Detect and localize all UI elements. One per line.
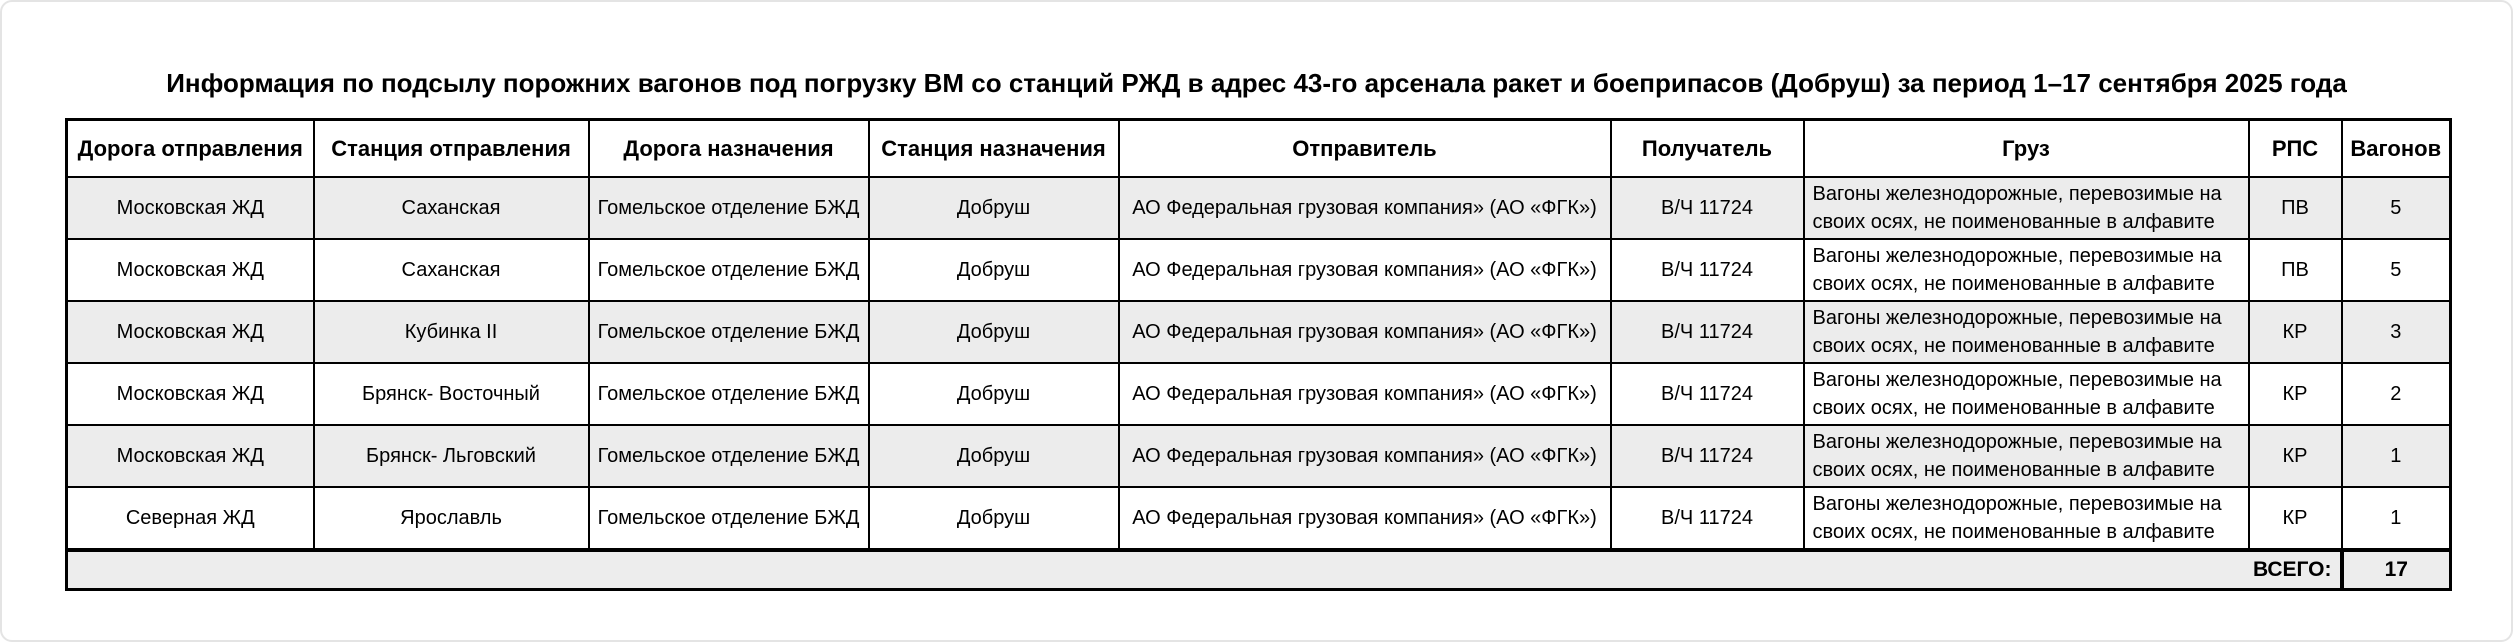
cell-wagons: 1 bbox=[2342, 487, 2451, 550]
cell-departure-road: Московская ЖД bbox=[67, 239, 314, 301]
cell-sender: АО Федеральная грузовая компания» (АО «ФГК») bbox=[1119, 301, 1611, 363]
cell-departure-road: Московская ЖД bbox=[67, 301, 314, 363]
cell-receiver: В/Ч 11724 bbox=[1611, 363, 1804, 425]
col-header-rps: РПС bbox=[2249, 120, 2342, 178]
cell-destination-road: Гомельское отделение БЖД bbox=[589, 487, 869, 550]
table-row bbox=[67, 301, 2451, 363]
cell-wagons: 1 bbox=[2342, 425, 2451, 487]
col-header-departure-station: Станция отправления bbox=[314, 120, 589, 178]
table-row bbox=[67, 177, 2451, 239]
cell-destination-station: Добруш bbox=[869, 239, 1119, 301]
cell-sender: АО Федеральная грузовая компания» (АО «ФГК») bbox=[1119, 363, 1611, 425]
cell-destination-station: Добруш bbox=[869, 363, 1119, 425]
cell-rps: ПВ bbox=[2249, 239, 2342, 301]
cell-rps: КР bbox=[2249, 301, 2342, 363]
cell-receiver: В/Ч 11724 bbox=[1611, 301, 1804, 363]
cell-destination-station: Добруш bbox=[869, 425, 1119, 487]
cell-destination-road: Гомельское отделение БЖД bbox=[589, 425, 869, 487]
total-label: ВСЕГО: bbox=[67, 550, 2342, 590]
col-header-destination-station: Станция назначения bbox=[869, 120, 1119, 178]
cell-rps: КР bbox=[2249, 425, 2342, 487]
table-row bbox=[67, 425, 2451, 487]
cell-receiver: В/Ч 11724 bbox=[1611, 177, 1804, 239]
table-row bbox=[67, 487, 2451, 550]
cell-destination-station: Добруш bbox=[869, 301, 1119, 363]
cell-sender: АО Федеральная грузовая компания» (АО «ФГК») bbox=[1119, 425, 1611, 487]
table-header-row bbox=[67, 120, 2451, 178]
cell-departure-road: Московская ЖД bbox=[67, 425, 314, 487]
cell-departure-station: Брянск- Льговский bbox=[314, 425, 589, 487]
col-header-receiver: Получатель bbox=[1611, 120, 1804, 178]
cell-receiver: В/Ч 11724 bbox=[1611, 487, 1804, 550]
cell-cargo: Вагоны железнодорожные, перевозимые на своих осях, не поименованные в алфавите bbox=[1804, 363, 2249, 425]
cell-cargo: Вагоны железнодорожные, перевозимые на своих осях, не поименованные в алфавите bbox=[1804, 487, 2249, 550]
cell-departure-road: Северная ЖД bbox=[67, 487, 314, 550]
cell-destination-road: Гомельское отделение БЖД bbox=[589, 239, 869, 301]
cell-departure-station: Кубинка II bbox=[314, 301, 589, 363]
cell-rps: ПВ bbox=[2249, 177, 2342, 239]
cell-wagons: 5 bbox=[2342, 239, 2451, 301]
cell-cargo: Вагоны железнодорожные, перевозимые на своих осях, не поименованные в алфавите bbox=[1804, 301, 2249, 363]
table-row bbox=[67, 239, 2451, 301]
col-header-departure-road: Дорога отправления bbox=[67, 120, 314, 178]
cell-destination-station: Добруш bbox=[869, 177, 1119, 239]
cell-cargo: Вагоны железнодорожные, перевозимые на своих осях, не поименованные в алфавите bbox=[1804, 239, 2249, 301]
cell-departure-station: Ярославль bbox=[314, 487, 589, 550]
cell-receiver: В/Ч 11724 bbox=[1611, 425, 1804, 487]
cell-sender: АО Федеральная грузовая компания» (АО «ФГК») bbox=[1119, 239, 1611, 301]
cell-sender: АО Федеральная грузовая компания» (АО «ФГК») bbox=[1119, 487, 1611, 550]
cell-destination-road: Гомельское отделение БЖД bbox=[589, 177, 869, 239]
table-row bbox=[67, 363, 2451, 425]
page-title: Информация по подсылу порожних вагонов под погрузку ВМ со станций РЖД в адрес 43-го арсенала ракет и боеприпасов (Добруш) за период 1–17 сентября 2025 года bbox=[166, 68, 2347, 98]
cell-wagons: 2 bbox=[2342, 363, 2451, 425]
cell-cargo: Вагоны железнодорожные, перевозимые на своих осях, не поименованные в алфавите bbox=[1804, 425, 2249, 487]
cell-wagons: 5 bbox=[2342, 177, 2451, 239]
wagons-report-table bbox=[65, 118, 2452, 591]
cell-rps: КР bbox=[2249, 363, 2342, 425]
col-header-sender: Отправитель bbox=[1119, 120, 1611, 178]
cell-departure-station: Саханская bbox=[314, 239, 589, 301]
total-value: 17 bbox=[2342, 550, 2451, 590]
cell-departure-station: Саханская bbox=[314, 177, 589, 239]
col-header-cargo: Груз bbox=[1804, 120, 2249, 178]
cell-rps: КР bbox=[2249, 487, 2342, 550]
col-header-wagons: Вагонов bbox=[2342, 120, 2451, 178]
cell-departure-road: Московская ЖД bbox=[67, 177, 314, 239]
cell-sender: АО Федеральная грузовая компания» (АО «ФГК») bbox=[1119, 177, 1611, 239]
cell-destination-station: Добруш bbox=[869, 487, 1119, 550]
cell-destination-road: Гомельское отделение БЖД bbox=[589, 363, 869, 425]
cell-receiver: В/Ч 11724 bbox=[1611, 239, 1804, 301]
cell-departure-station: Брянск- Восточный bbox=[314, 363, 589, 425]
cell-destination-road: Гомельское отделение БЖД bbox=[589, 301, 869, 363]
cell-cargo: Вагоны железнодорожные, перевозимые на своих осях, не поименованные в алфавите bbox=[1804, 177, 2249, 239]
col-header-destination-road: Дорога назначения bbox=[589, 120, 869, 178]
cell-departure-road: Московская ЖД bbox=[67, 363, 314, 425]
table-total-row bbox=[67, 550, 2451, 590]
cell-wagons: 3 bbox=[2342, 301, 2451, 363]
